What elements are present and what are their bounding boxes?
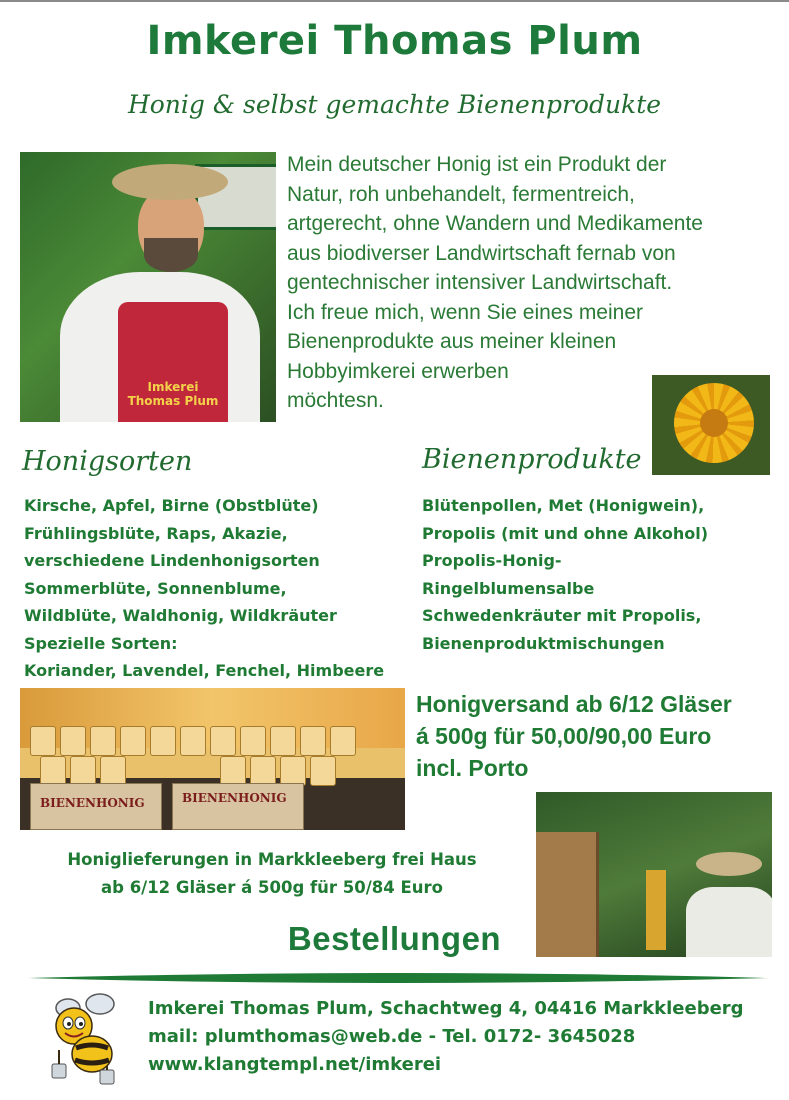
jar xyxy=(270,726,296,756)
flower-center xyxy=(700,409,728,437)
intro-line: gentechnischer intensiver Landwirtschaft. xyxy=(287,271,673,294)
sunflower-photo xyxy=(652,375,770,475)
honigsorten-list xyxy=(24,492,384,685)
jar xyxy=(240,726,266,756)
beekeeper-portrait-photo xyxy=(20,152,276,422)
jar xyxy=(220,756,246,786)
green-divider xyxy=(28,972,768,984)
intro-line: Hobbyimkerei erwerben xyxy=(287,359,509,383)
intro-line: möchtesn. xyxy=(287,389,384,412)
orders-heading: Bestellungen xyxy=(287,920,502,957)
page-title: Imkerei Thomas Plum xyxy=(146,18,643,64)
delivery-line: ab 6/12 Gläser á 500g für 50/84 Euro xyxy=(101,877,443,897)
jar xyxy=(30,726,56,756)
intro-line: aus biodiverser Landwirtschaft fernab von xyxy=(287,241,676,265)
shipping-line: á 500g für 50,00/90,00 Euro xyxy=(416,723,712,749)
honey-jars-photo xyxy=(20,688,405,830)
apron-print-line-2: Thomas Plum xyxy=(127,394,219,408)
jar xyxy=(70,756,96,786)
shipping-offer xyxy=(416,688,776,784)
shipping-line: incl. Porto xyxy=(416,755,529,781)
box-label: BIENENHONIG xyxy=(182,791,287,805)
list-item: Blütenpollen, Met (Honigwein), xyxy=(422,496,705,515)
list-item: Spezielle Sorten: xyxy=(24,633,178,653)
photo-hat xyxy=(112,164,228,200)
jar xyxy=(300,726,326,756)
contact-address: Imkerei Thomas Plum, Schachtweg 4, 04416 Markkleeberg xyxy=(148,998,744,1019)
box-label: BIENENHONIG xyxy=(40,796,145,810)
shipping-line: Honigversand ab 6/12 Gläser xyxy=(416,691,732,717)
apron-print xyxy=(118,380,228,408)
jar xyxy=(40,756,66,786)
jar xyxy=(150,726,176,756)
jar xyxy=(250,756,276,786)
photo-beard xyxy=(144,238,198,272)
list-item: Frühlingsblüte, Raps, Akazie, xyxy=(24,523,288,543)
jar xyxy=(310,756,336,786)
jar xyxy=(120,726,146,756)
list-item: Ringelblumensalbe xyxy=(422,578,595,598)
apron-print-line-1: Imkerei xyxy=(147,380,199,394)
jar xyxy=(330,726,356,756)
jar xyxy=(180,726,206,756)
list-item: Sommerblüte, Sonnenblume, xyxy=(24,578,287,598)
jar xyxy=(90,726,116,756)
list-item: Propolis (mit und ohne Alkohol) xyxy=(422,523,709,543)
bienenprodukte-list xyxy=(422,492,708,657)
top-border xyxy=(0,0,789,2)
list-item: Schwedenkräuter mit Propolis, xyxy=(422,606,702,625)
intro-line: Bienenprodukte aus meiner kleinen xyxy=(287,330,617,353)
contact-website-link[interactable]: www.klangtempl.net/imkerei xyxy=(148,1054,442,1075)
intro-line: Ich freue mich, wenn Sie eines meiner xyxy=(287,300,644,324)
bee-mascot-icon xyxy=(38,990,134,1086)
jar xyxy=(210,726,236,756)
contact-info xyxy=(148,995,768,1079)
jar xyxy=(60,726,86,756)
list-item: Propolis-Honig- xyxy=(422,551,562,570)
list-item: Kirsche, Apfel, Birne (Obstblüte) xyxy=(24,496,319,515)
local-delivery-offer xyxy=(22,846,522,901)
jar xyxy=(280,756,306,786)
list-item: Wildblüte, Waldhonig, Wildkräuter xyxy=(24,606,337,625)
contact-mail-phone[interactable]: mail: plumthomas@web.de - Tel. 0172- 3645028 xyxy=(148,1026,636,1047)
photo-hat xyxy=(696,852,762,876)
intro-line: artgerecht, ohne Wandern und Medikamente xyxy=(287,212,703,235)
honigsorten-heading: Honigsorten xyxy=(22,446,193,477)
page-subtitle: Honig & selbst gemachte Bienenprodukte xyxy=(127,90,662,119)
list-item: verschiedene Lindenhonigsorten xyxy=(24,551,320,570)
intro-line: Natur, roh unbehandelt, fermentreich, xyxy=(287,182,635,206)
bienenprodukte-heading: Bienenprodukte xyxy=(422,444,642,475)
jar xyxy=(100,756,126,786)
delivery-line: Honiglieferungen in Markkleeberg frei Haus xyxy=(67,850,477,869)
list-item: Koriander, Lavendel, Fenchel, Himbeere xyxy=(24,661,385,680)
list-item: Bienenproduktmischungen xyxy=(422,633,665,653)
intro-line: Mein deutscher Honig ist ein Produkt der xyxy=(287,153,667,176)
